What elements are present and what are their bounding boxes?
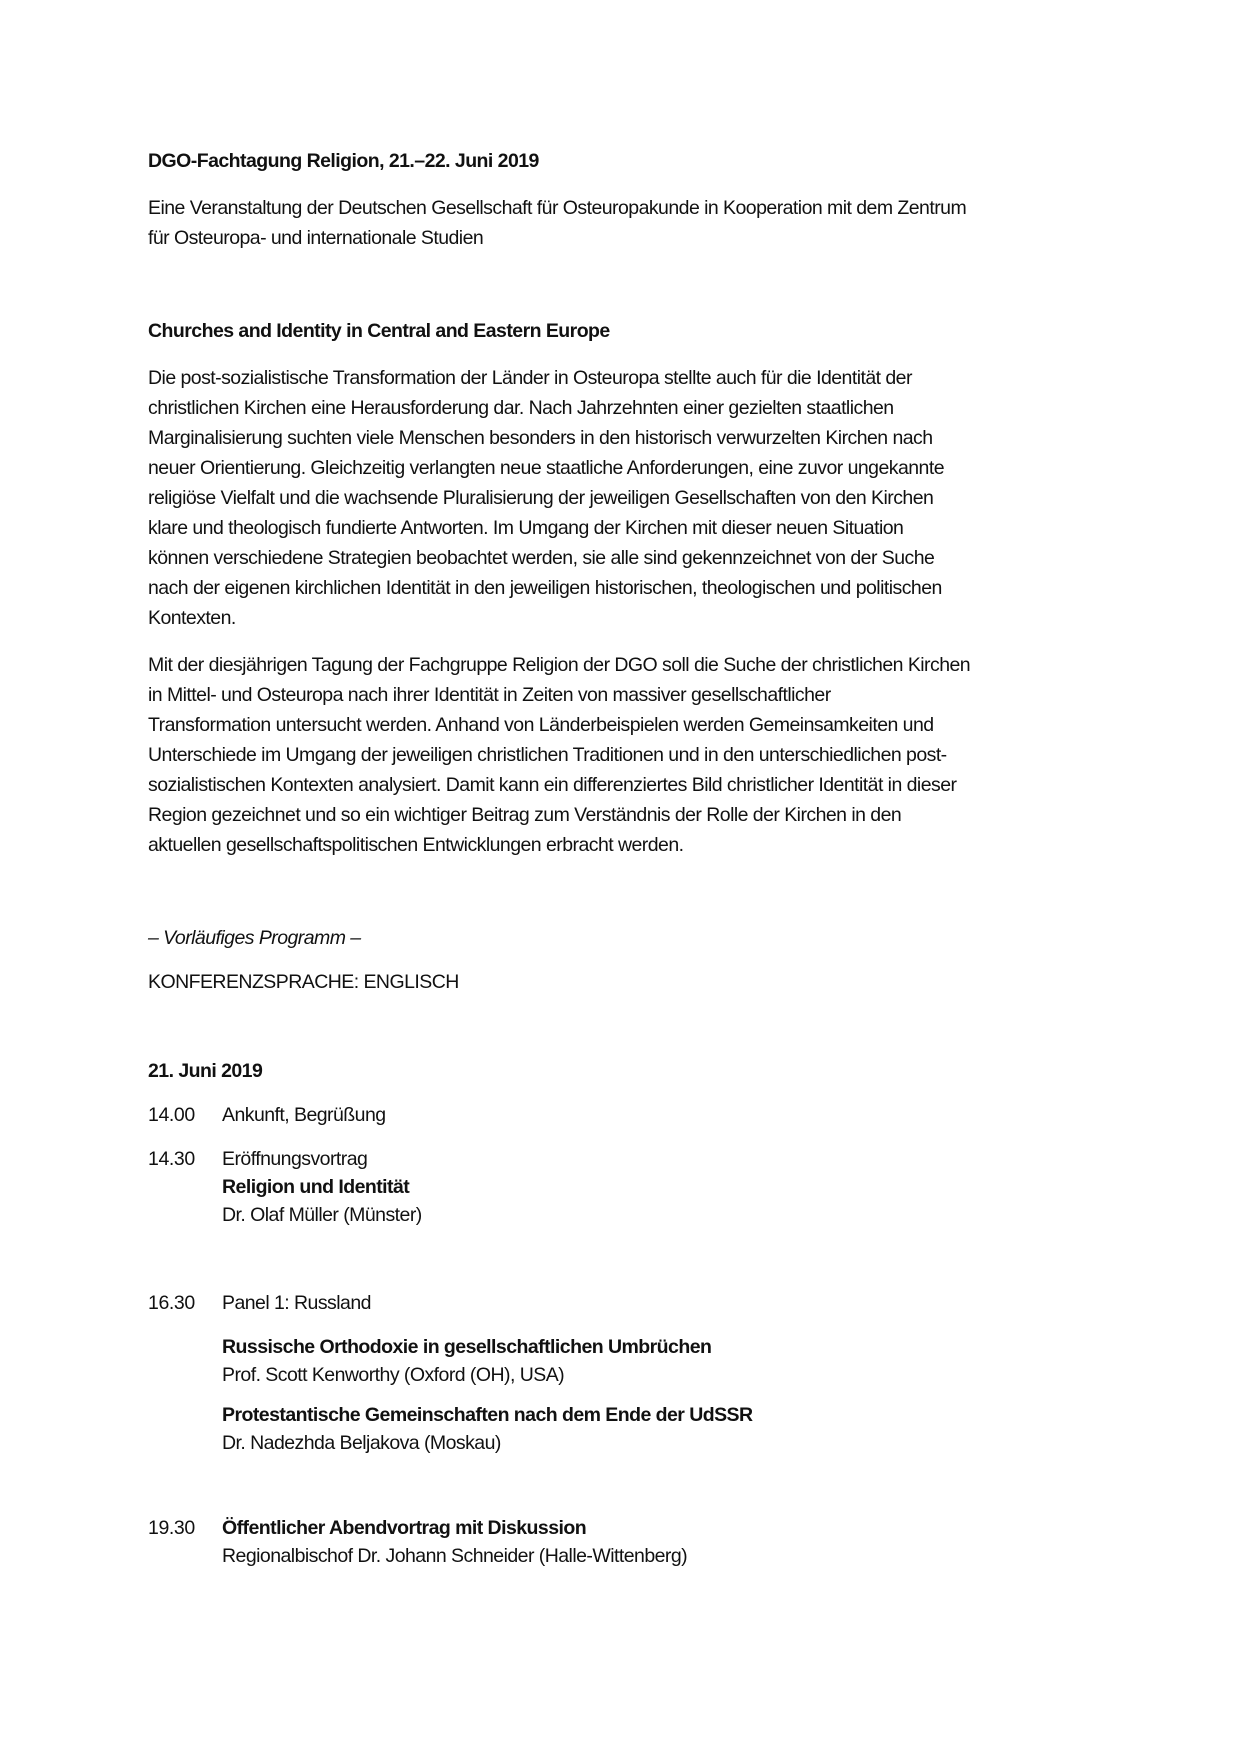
subtitle-line: Eine Veranstaltung der Deutschen Gesellschaft für Osteuropakunde in Kooperation mit dem Zentrum <box>148 197 967 219</box>
conference-language: KONFERENZSPRACHE: ENGLISCH <box>148 971 459 993</box>
subtitle-line: für Osteuropa- und internationale Studien <box>148 227 484 249</box>
paragraph-line: Kontexten. <box>148 607 236 629</box>
paragraph-line: Unterschiede im Umgang der jeweiligen christlichen Traditionen und in den unterschiedlichen post- <box>148 744 947 766</box>
program-time: 14.30 <box>148 1148 195 1170</box>
paragraph-line: Mit der diesjährigen Tagung der Fachgruppe Religion der DGO soll die Suche der christlichen Kirchen <box>148 654 971 676</box>
paragraph-line: aktuellen gesellschaftspolitischen Entwicklungen erbracht werden. <box>148 834 684 856</box>
paragraph-line: religiöse Vielfalt und die wachsende Pluralisierung der jeweiligen Gesellschaften von den Kirchen <box>148 487 934 509</box>
program-text: Ankunft, Begrüßung <box>222 1104 386 1126</box>
talk-speaker: Dr. Nadezhda Beljakova (Moskau) <box>222 1432 501 1454</box>
talk-speaker: Regionalbischof Dr. Johann Schneider (Halle-Wittenberg) <box>222 1545 688 1567</box>
paragraph-line: klare und theologisch fundierte Antworten. Im Umgang der Kirchen mit dieser neuen Situation <box>148 517 904 539</box>
paragraph-line: nach der eigenen kirchlichen Identität in den jeweiligen historischen, theologischen und politischen <box>148 577 942 599</box>
talk-title: Religion und Identität <box>222 1176 410 1198</box>
program-text: Eröffnungsvortrag <box>222 1148 368 1170</box>
talk-speaker: Dr. Olaf Müller (Münster) <box>222 1204 422 1226</box>
paragraph-line: Transformation untersucht werden. Anhand von Länderbeispielen werden Gemeinsamkeiten und <box>148 714 934 736</box>
program-text: Panel 1: Russland <box>222 1292 371 1314</box>
talk-speaker: Prof. Scott Kenworthy (Oxford (OH), USA) <box>222 1364 565 1386</box>
program-time: 14.00 <box>148 1104 195 1126</box>
program-time: 19.30 <box>148 1517 195 1539</box>
paragraph-line: christlichen Kirchen eine Herausforderung dar. Nach Jahrzehnten einer gezielten staatlichen <box>148 397 894 419</box>
paragraph-line: sozialistischen Kontexten analysiert. Damit kann ein differenziertes Bild christlicher Identität in dieser <box>148 774 957 796</box>
talk-title: Protestantische Gemeinschaften nach dem Ende der UdSSR <box>222 1404 753 1426</box>
program-day: 21. Juni 2019 <box>148 1060 263 1082</box>
document-title: DGO-Fachtagung Religion, 21.–22. Juni 2019 <box>148 150 539 172</box>
section-heading: Churches and Identity in Central and Eastern Europe <box>148 320 610 342</box>
program-label: – Vorläufiges Programm – <box>148 927 361 949</box>
paragraph-line: können verschiedene Strategien beobachtet werden, sie alle sind gekennzeichnet von der Suche <box>148 547 935 569</box>
paragraph-line: Marginalisierung suchten viele Menschen besonders in den historisch verwurzelten Kirchen nach <box>148 427 933 449</box>
paragraph-line: Die post-sozialistische Transformation der Länder in Osteuropa stellte auch für die Identität der <box>148 367 912 389</box>
paragraph-line: in Mittel- und Osteuropa nach ihrer Identität in Zeiten von massiver gesellschaftlicher <box>148 684 831 706</box>
paragraph-line: Region gezeichnet und so ein wichtiger Beitrag zum Verständnis der Rolle der Kirchen in den <box>148 804 902 826</box>
talk-title: Russische Orthodoxie in gesellschaftlichen Umbrüchen <box>222 1336 712 1358</box>
talk-title: Öffentlicher Abendvortrag mit Diskussion <box>222 1517 587 1539</box>
program-time: 16.30 <box>148 1292 195 1314</box>
paragraph-line: neuer Orientierung. Gleichzeitig verlangten neue staatliche Anforderungen, eine zuvor ungekannte <box>148 457 945 479</box>
